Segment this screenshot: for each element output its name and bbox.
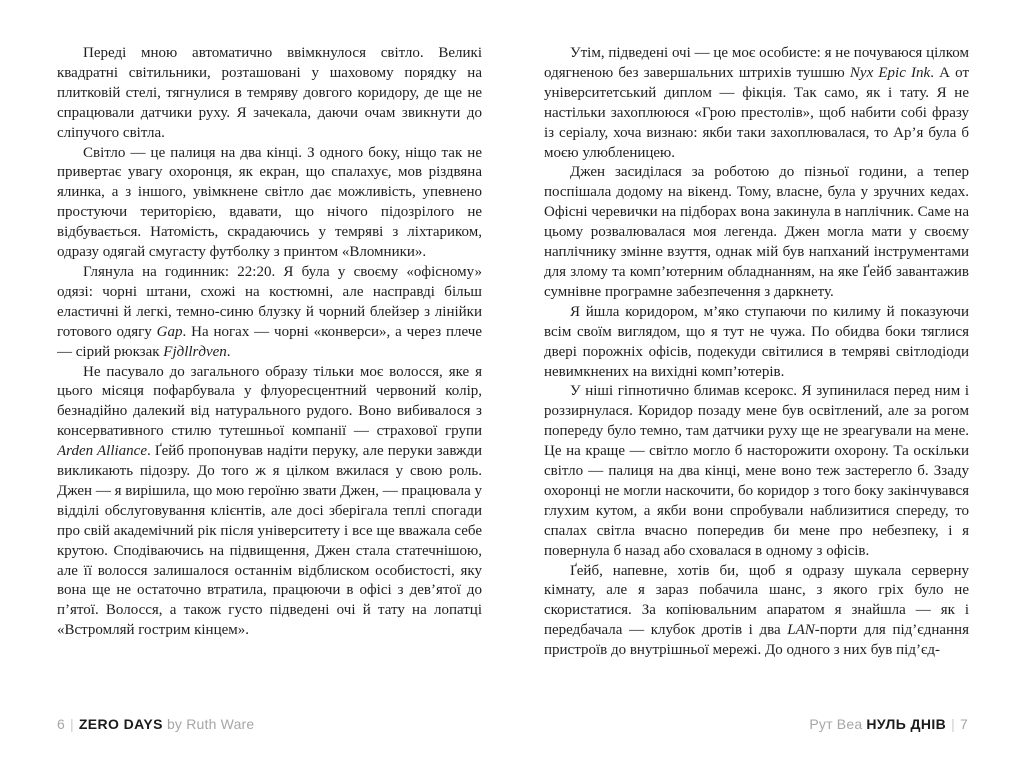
paragraph: Ґейб, напевне, хотів би, щоб я одразу шукала серверну кімнату, але я зараз побачила шанс, з якого гріх було не скористатися. За копіювальним апаратом я знайшла — як і передбачала — клубок дротів і два LAN-порти для під’єднання пристроїв до внутрішньої мережі. До одного з них був під’єд- [544, 562, 969, 659]
paragraph: Переді мною автоматично ввімкнулося світло. Великі квадратні світильники, розташовані у шаховому порядку на плитковій стелі, тягнулися в темряву довгого коридору, де ще не спрацювали датчики руху. Я зачекала, даючи очам звикнути до сліпучого світла. [57, 45, 482, 141]
paragraph: Утім, підведені очі — це моє особисте: я не почуваюся цілком одягненою без завершальних штрихів тушшю Nyx Epic Ink. А от університетський диплом — фікція. Так само, як і тату. Я не настільки захоплююся «Грою престолів», щоб набити собі фразу із серіалу, хоча визнаю: якби таки захоплювалася, то Ар’я була б моєю улюбленицею. [544, 45, 969, 161]
left-page-footer [57, 716, 254, 732]
paragraph: Світло — це палиця на два кінці. З одного боку, ніщо так не привертає увагу охоронця, як екран, що спалахує, мов різдвяна ялинка, а з іншого, увімкнене світло дає можливість, упевнено простуючи територією, вдавати, що нічого підозрілого не відбувається. Натомість, скрадаючись у темряві з ліхтариком, одразу одягай смугасту футболку з принтом «Вломники». [57, 144, 482, 261]
right-page-text [544, 44, 969, 714]
left-page-text [57, 44, 482, 714]
footer-separator-left: | [70, 716, 74, 732]
page-number-left: 6 [57, 716, 65, 732]
paragraph: У ніші гіпнотично блимав ксерокс. Я зупинилася перед ним і роззирнулася. Коридор позаду мене був освітлений, але за рогом попереду було темно, там датчики руху ще не зреагували на мене. Це на краще — світло могло б насторожити охорону. Та оскільки світло — палиця на два кінці, мене воно теж застерегло б. Ззаду охоронці не могли наскочити, бо коридор з того боку закінчувався глухим кутом, а якби вони спробували наблизитися спереду, то спалах світла вчасно попередив би мене про небезпеку, і я повернула б назад або сховалася в одному з офісів. [544, 383, 969, 559]
author-name-ukrainian: Рут Веа [809, 716, 863, 732]
paragraph: Я йшла коридором, м’яко ступаючи по килиму й показуючи всім своїм виглядом, що я тут не чужа. По обидва боки тяглися двері порожніх офісів, подекуди світилися в темряві світлодіоди невимкнених на вихідні комп’ютерів. [544, 303, 969, 380]
book-title-english: ZERO DAYS [78, 716, 163, 732]
paragraph: Глянула на годинник: 22:20. Я була у своєму «офісному» одязі: чорні штани, схожі на костюмні, але насправді більш еластичні й легкі, темно-синю блузку й чорний блейзер з лінійки готового одягу Gap. На ногах — чорні «конверси», а через плече — сірий рюкзак Fjдllrдven. [57, 263, 482, 360]
page-number-right: 7 [960, 716, 968, 732]
book-title-ukrainian: НУЛЬ ДНІВ [866, 716, 947, 732]
paragraph: Не пасувало до загального образу тільки моє волосся, яке я цього місяця пофарбувала у флуоресцентний червоний колір, безнадійно далекий від натурального рудого. Воно вибивалося з консервативного стилю тутешньої компанії — страхової групи Arden Alliance. Ґейб пропонував надіти перуку, але перуки завжди викликають підозру. До того ж я цілком вжилася у свою роль. Джен — я вирішила, що мою героїню звати Джен, — працювала у відділі обслуговування клієнтів, але досі зберігала теплі спогади про свій академічний рік після університету і все ще вважала себе крутою. Сподіваючись на підвищення, Джен стала статечнішою, але її волосся залишалося останнім відблиском особистості, яку вона ще не остаточно втратила, працюючи в офісі з дев’ятої до п’ятої. Волосся, а також густо підведені очі й тату на лопатці «Встромляй гострим кінцем». [57, 363, 482, 639]
paragraph: Джен засиділася за роботою до пізньої години, а тепер поспішала додому на вікенд. Тому, власне, була у зручних кедах. Офісні черевички на підборах вона закинула в наплічник. Саме на цьому розвалювалася моя легенда. Джен могла мати у своєму наплічнику змінне взуття, однак мій був напханий інструментами для злому та комп’ютерним обладнанням, на яке Ґейб завантажив сумнівне програмне забезпечення з даркнету. [544, 164, 969, 300]
right-page-footer [809, 716, 968, 732]
footer-separator-right: | [951, 716, 955, 732]
author-byline-english: by Ruth Ware [166, 716, 255, 732]
